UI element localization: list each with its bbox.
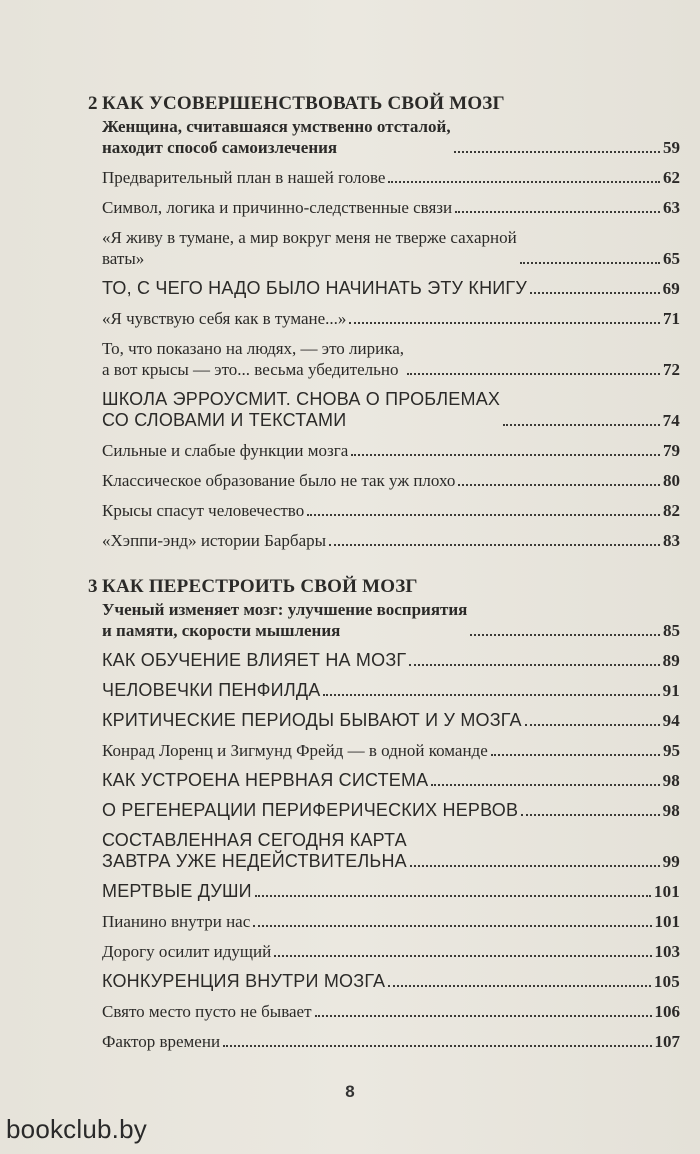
toc-entry[interactable]: [102, 1001, 680, 1022]
toc-entry-title: Свято место пусто не бывает: [102, 1002, 312, 1021]
toc-entry-title: «Я живу в тумане, а мир вокруг меня не тверже сахарной ваты»: [102, 228, 517, 268]
dot-leader: [253, 925, 651, 927]
toc-entry-title: МЕРТВЫЕ ДУШИ: [102, 881, 252, 901]
entry-spacer: [102, 521, 680, 530]
toc-entry-title: Фактор времени: [102, 1032, 221, 1051]
dot-leader: [530, 292, 660, 294]
toc-entry-page: 63: [663, 198, 680, 217]
toc-entry-title: Дорогу осилит идущий: [102, 942, 272, 961]
entry-spacer: [102, 902, 680, 911]
toc-entry[interactable]: [102, 971, 680, 992]
dot-leader: [503, 424, 659, 426]
toc-entry-page: 101: [653, 882, 680, 901]
toc-entry[interactable]: [102, 278, 680, 299]
toc-entry-title: КАК УСТРОЕНА НЕРВНАЯ СИСТЕМА: [102, 770, 429, 790]
entry-spacer: [102, 872, 680, 881]
dot-leader: [307, 514, 660, 516]
toc-entry-page: 106: [654, 1002, 680, 1021]
toc-entry[interactable]: [102, 470, 680, 491]
toc-entry-title: Классическое образование было не так уж плохо: [102, 471, 456, 490]
toc-entry-title: Символ, логика и причинно-следственные связи: [102, 198, 453, 217]
entry-spacer: [102, 380, 680, 389]
toc-entry-title: Сильные и слабые функции мозга: [102, 441, 349, 460]
toc-entry[interactable]: [102, 227, 680, 269]
entry-spacer: [102, 269, 680, 278]
toc-entry-page: 82: [663, 501, 680, 520]
toc-entry-title: «Я чувствую себя как в тумане...»: [102, 309, 347, 328]
entry-spacer: [102, 701, 680, 710]
toc-entry[interactable]: [102, 1031, 680, 1052]
chapter-number: 2: [88, 93, 98, 114]
table-of-contents: [72, 92, 680, 1052]
toc-entry[interactable]: [102, 911, 680, 932]
dot-leader: [521, 814, 659, 816]
toc-entry[interactable]: [102, 881, 680, 902]
toc-entry-page: 99: [662, 852, 680, 871]
dot-leader: [454, 151, 660, 153]
dot-leader: [388, 985, 651, 987]
toc-entry-title: То, что показано на людях, — это лирика, а вот крысы — это... весьма убедительно: [102, 339, 405, 379]
toc-entry-title: СОСТАВЛЕННАЯ СЕГОДНЯ КАРТА ЗАВТРА УЖЕ НЕДЕЙСТВИТЕЛЬНА: [102, 830, 407, 871]
entry-spacer: [102, 491, 680, 500]
page-number: 8: [345, 1082, 355, 1101]
toc-entry-page: 62: [663, 168, 680, 187]
toc-entry[interactable]: [102, 680, 680, 701]
entry-spacer: [102, 671, 680, 680]
toc-entry[interactable]: [102, 740, 680, 761]
dot-leader: [525, 724, 660, 726]
entry-spacer: [102, 461, 680, 470]
dot-leader: [323, 694, 659, 696]
toc-entry-title: Конрад Лоренц и Зигмунд Фрейд — в одной команде: [102, 741, 488, 760]
toc-entry[interactable]: [102, 500, 680, 521]
dot-leader: [407, 373, 660, 375]
toc-entry-title: КРИТИЧЕСКИЕ ПЕРИОДЫ БЫВАЮТ И У МОЗГА: [102, 710, 522, 730]
chapter-number: 3: [88, 576, 98, 597]
chapter-title: КАК УСОВЕРШЕНСТВОВАТЬ СВОЙ МОЗГ: [102, 93, 505, 114]
toc-entry-title: ШКОЛА ЭРРОУСМИТ. СНОВА О ПРОБЛЕМАХ СО СЛОВАМИ И ТЕКСТАМИ: [102, 389, 501, 430]
toc-entry[interactable]: [102, 116, 680, 158]
entry-spacer: [102, 641, 680, 650]
dot-leader: [255, 895, 651, 897]
entry-spacer: [102, 1022, 680, 1031]
toc-entry-page: 65: [663, 249, 680, 268]
dot-leader: [315, 1015, 652, 1017]
entry-spacer: [102, 962, 680, 971]
entry-spacer: [102, 329, 680, 338]
dot-leader: [431, 784, 659, 786]
toc-entry[interactable]: [102, 941, 680, 962]
entry-spacer: [102, 431, 680, 440]
dot-leader: [520, 262, 660, 264]
chapter-block: [72, 92, 680, 551]
entry-spacer: [102, 761, 680, 770]
toc-entry[interactable]: [102, 830, 680, 872]
toc-entry[interactable]: [102, 440, 680, 461]
toc-entry-page: 107: [654, 1032, 680, 1051]
entry-spacer: [102, 992, 680, 1001]
toc-entry-page: 103: [654, 942, 680, 961]
chapter-spacer: [72, 551, 680, 575]
dot-leader: [455, 211, 660, 213]
toc-entry-page: 95: [663, 741, 680, 760]
watermark: bookclub.by: [6, 1114, 147, 1144]
toc-entry-title: ЧЕЛОВЕЧКИ ПЕНФИЛДА: [102, 680, 321, 700]
dot-leader: [458, 484, 660, 486]
toc-entry-title: КАК ОБУЧЕНИЕ ВЛИЯЕТ НА МОЗГ: [102, 650, 407, 670]
toc-entry[interactable]: [102, 167, 680, 188]
toc-entry-page: 72: [663, 360, 680, 379]
toc-entry-page: 98: [662, 801, 680, 820]
toc-entry-page: 91: [662, 681, 680, 700]
toc-entry-page: 94: [662, 711, 680, 730]
toc-entry-page: 79: [663, 441, 680, 460]
toc-entry-page: 89: [662, 651, 680, 670]
dot-leader: [410, 865, 660, 867]
toc-entry-page: 59: [663, 138, 680, 157]
toc-entry-title: Ученый изменяет мозг: улучшение восприятия и памяти, скорости мышления: [102, 600, 468, 640]
dot-leader: [351, 454, 660, 456]
toc-entry[interactable]: [102, 308, 680, 329]
toc-entry-title: Женщина, считавшаяся умственно отсталой, находит способ самоизлечения: [102, 117, 451, 157]
toc-entry[interactable]: [102, 710, 680, 731]
dot-leader: [409, 664, 659, 666]
entry-spacer: [102, 218, 680, 227]
chapter-title: КАК ПЕРЕСТРОИТЬ СВОЙ МОЗГ: [102, 576, 418, 597]
chapter-block: [72, 575, 680, 1052]
toc-entry-title: ТО, С ЧЕГО НАДО БЫЛО НАЧИНАТЬ ЭТУ КНИГУ: [102, 278, 527, 298]
entry-spacer: [102, 188, 680, 197]
toc-entry-page: 80: [663, 471, 680, 490]
toc-entry-page: 101: [654, 912, 680, 931]
entry-spacer: [102, 731, 680, 740]
toc-entry[interactable]: [102, 770, 680, 791]
dot-leader: [329, 544, 660, 546]
entry-spacer: [102, 158, 680, 167]
toc-entry-title: Предварительный план в нашей голове: [102, 168, 386, 187]
toc-entry-page: 98: [662, 771, 680, 790]
toc-entry[interactable]: [102, 530, 680, 551]
dot-leader: [470, 634, 660, 636]
toc-entry-title: Крысы спасут человечество: [102, 501, 305, 520]
entry-spacer: [102, 821, 680, 830]
toc-entry[interactable]: [102, 800, 680, 821]
toc-entry-title: КОНКУРЕНЦИЯ ВНУТРИ МОЗГА: [102, 971, 386, 991]
entry-spacer: [102, 299, 680, 308]
toc-entry-title: «Хэппи-энд» истории Барбары: [102, 531, 327, 550]
dot-leader: [223, 1045, 651, 1047]
toc-entry-title: О РЕГЕНЕРАЦИИ ПЕРИФЕРИЧЕСКИХ НЕРВОВ: [102, 800, 519, 820]
entry-spacer: [102, 791, 680, 800]
toc-entry-page: 83: [663, 531, 680, 550]
dot-leader: [349, 322, 660, 324]
entry-spacer: [102, 932, 680, 941]
toc-entry[interactable]: [102, 389, 680, 431]
toc-entry-title: Пианино внутри нас: [102, 912, 251, 931]
toc-entry-page: 105: [653, 972, 680, 991]
toc-entry[interactable]: [102, 599, 680, 641]
toc-entry[interactable]: [102, 650, 680, 671]
toc-entry-page: 85: [663, 621, 680, 640]
toc-entry-page: 71: [663, 309, 680, 328]
dot-leader: [274, 955, 651, 957]
toc-entry-page: 69: [662, 279, 680, 298]
dot-leader: [388, 181, 660, 183]
toc-entry[interactable]: [102, 197, 680, 218]
toc-entry[interactable]: [102, 338, 680, 380]
toc-entry-page: 74: [662, 411, 680, 430]
dot-leader: [491, 754, 660, 756]
